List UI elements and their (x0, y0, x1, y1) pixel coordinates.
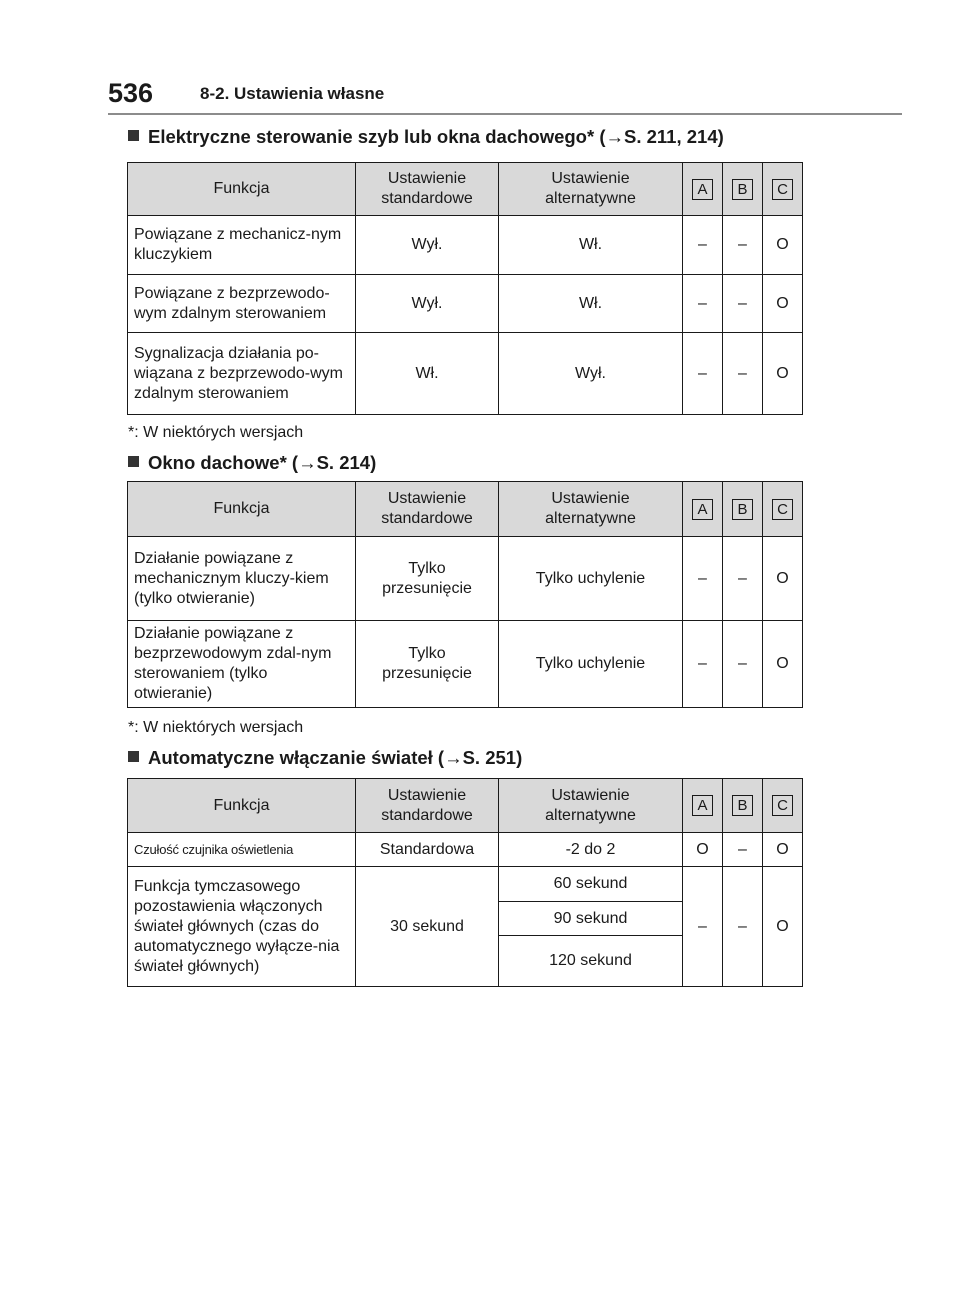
func-cell: Sygnalizacja działania po-wiązana z bezprzewodo-wym zdalnym sterowaniem (128, 333, 356, 415)
func-cell: Czułość czujnika oświetlenia (128, 833, 356, 867)
a-cell: O (683, 833, 723, 867)
table-row (128, 867, 803, 987)
table-header-row (128, 482, 803, 537)
section-label: 8-2. Ustawienia własne (200, 84, 385, 103)
section-title-text: Automatyczne włączanie świateł ( (148, 747, 445, 768)
settings-table-windows (127, 162, 803, 415)
c-cell: O (763, 275, 803, 333)
std-cell: 30 sekund (356, 867, 499, 987)
table-row (128, 216, 803, 275)
c-cell: O (763, 333, 803, 415)
footnote: *: W niektórych wersjach (128, 424, 304, 441)
col-header-b (723, 482, 763, 537)
table-row (128, 333, 803, 415)
alt-cell: Wył. (499, 333, 683, 415)
col-header-alternative: Ustawienie alternatywne (499, 779, 683, 833)
letter-c-box: C (772, 795, 793, 816)
settings-table-lights (127, 778, 803, 987)
func-cell: Działanie powiązane z mechanicznym kluczy-kiem (tylko otwieranie) (128, 537, 356, 621)
alt-cell: Tylko uchylenie (499, 537, 683, 621)
alt-options-cell (499, 867, 683, 987)
b-cell: – (723, 621, 763, 708)
a-cell: – (683, 867, 723, 987)
func-cell: Powiązane z bezprzewodo-wym zdalnym sterowaniem (128, 275, 356, 333)
a-cell: – (683, 621, 723, 708)
std-cell: Standardowa (356, 833, 499, 867)
col-header-b (723, 163, 763, 216)
b-cell: – (723, 833, 763, 867)
c-cell: O (763, 216, 803, 275)
col-header-a (683, 163, 723, 216)
section-title-text: Okno dachowe* ( (148, 452, 299, 473)
std-cell: Tylko przesunięcie (356, 537, 499, 621)
col-header-a (683, 779, 723, 833)
col-header-funkcja: Funkcja (128, 482, 356, 537)
letter-a-box: A (692, 499, 713, 520)
table-header-row (128, 779, 803, 833)
col-header-standard: Ustawienie standardowe (356, 482, 499, 537)
letter-b-box: B (732, 795, 753, 816)
page-reference: S. 214) (316, 452, 377, 473)
b-cell: – (723, 867, 763, 987)
a-cell: – (683, 537, 723, 621)
c-cell: O (763, 621, 803, 708)
col-header-standard: Ustawienie standardowe (356, 779, 499, 833)
col-header-a (683, 482, 723, 537)
std-cell: Tylko przesunięcie (356, 621, 499, 708)
std-cell: Wył. (356, 275, 499, 333)
b-cell: – (723, 216, 763, 275)
page-reference: S. 211, 214) (624, 126, 724, 147)
letter-a-box: A (692, 179, 713, 200)
alt-cell: -2 do 2 (499, 833, 683, 867)
table-header-row (128, 163, 803, 216)
col-header-c (763, 482, 803, 537)
col-header-funkcja: Funkcja (128, 779, 356, 833)
letter-c-box: C (772, 499, 793, 520)
col-header-c (763, 779, 803, 833)
header-rule (108, 113, 902, 115)
section-title-text: Elektryczne sterowanie szyb lub okna dachowego* ( (148, 126, 606, 147)
c-cell: O (763, 867, 803, 987)
col-header-c (763, 163, 803, 216)
page-reference: S. 251) (462, 747, 523, 768)
std-cell: Wł. (356, 333, 499, 415)
section-title-windows (128, 126, 724, 148)
a-cell: – (683, 333, 723, 415)
func-cell: Funkcja tymczasowego pozostawienia włączonych świateł głównych (czas do automatycznego wyłącze-nia świateł głównych) (128, 867, 356, 987)
func-cell: Działanie powiązane z bezprzewodowym zdal-nym sterowaniem (tylko otwieranie) (128, 621, 356, 708)
b-cell: – (723, 275, 763, 333)
table-row (128, 621, 803, 708)
alt-option: 90 sekund (499, 901, 682, 935)
col-header-b (723, 779, 763, 833)
col-header-alternative: Ustawienie alternatywne (499, 482, 683, 537)
page-header (108, 78, 902, 114)
square-bullet-icon (128, 456, 139, 467)
b-cell: – (723, 537, 763, 621)
alt-option: 120 sekund (499, 935, 682, 986)
table-row (128, 833, 803, 867)
letter-b-box: B (732, 179, 753, 200)
a-cell: – (683, 275, 723, 333)
page-number: 536 (108, 78, 154, 108)
b-cell: – (723, 333, 763, 415)
table-row (128, 275, 803, 333)
table-row (128, 537, 803, 621)
alt-cell: Tylko uchylenie (499, 621, 683, 708)
c-cell: O (763, 537, 803, 621)
alt-cell: Wł. (499, 216, 683, 275)
alt-option: 60 sekund (553, 875, 628, 892)
col-header-funkcja: Funkcja (128, 163, 356, 216)
letter-c-box: C (772, 179, 793, 200)
right-arrow-icon: → (298, 452, 317, 473)
col-header-standard: Ustawienie standardowe (356, 163, 499, 216)
alt-cell: Wł. (499, 275, 683, 333)
right-arrow-icon: → (444, 747, 463, 768)
c-cell: O (763, 833, 803, 867)
col-header-alternative: Ustawienie alternatywne (499, 163, 683, 216)
a-cell: – (683, 216, 723, 275)
std-cell: Wył. (356, 216, 499, 275)
section-title-sunroof (128, 452, 376, 474)
square-bullet-icon (128, 751, 139, 762)
right-arrow-icon: → (605, 126, 624, 147)
letter-a-box: A (692, 795, 713, 816)
footnote: *: W niektórych wersjach (128, 719, 304, 736)
settings-table-sunroof (127, 481, 803, 708)
section-title-lights (128, 747, 522, 769)
letter-b-box: B (732, 499, 753, 520)
square-bullet-icon (128, 130, 139, 141)
func-cell: Powiązane z mechanicz-nym kluczykiem (128, 216, 356, 275)
